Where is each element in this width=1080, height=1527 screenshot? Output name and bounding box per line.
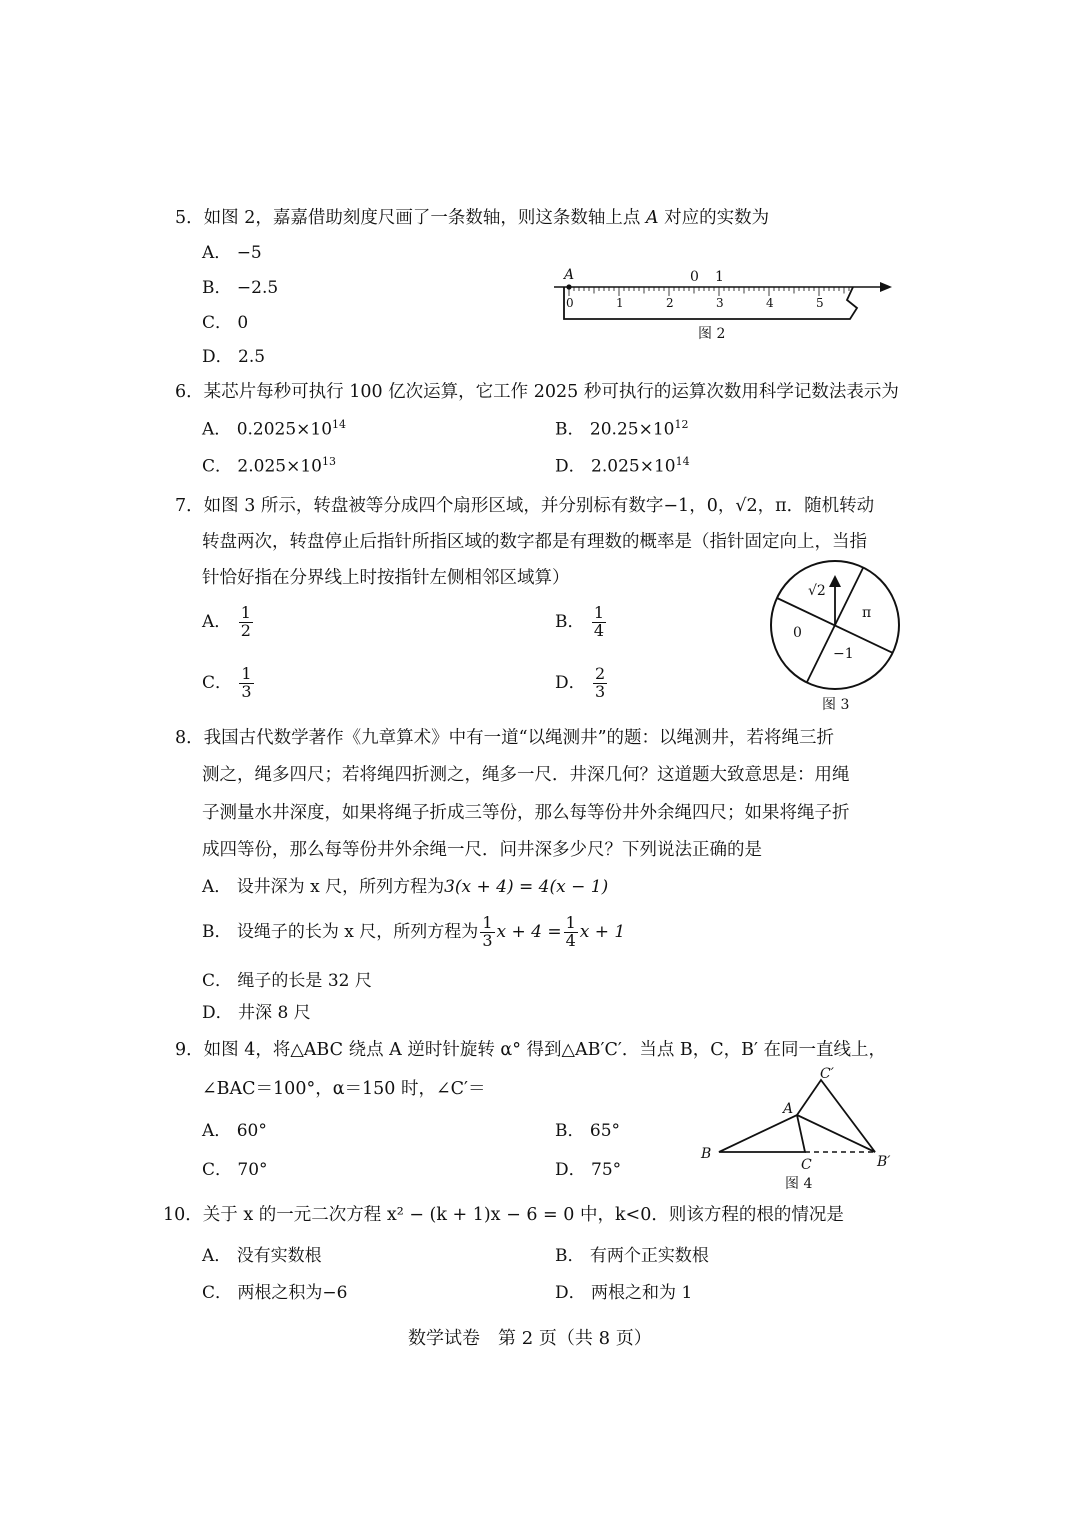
axis-label-1: 1: [715, 269, 724, 285]
ruler-point-label: A: [564, 267, 575, 283]
number-line-arrow: [880, 282, 892, 292]
q6-option-b: B． $20.25\times 10^{12}$: [555, 418, 689, 440]
ruler-label-5: 5: [816, 296, 824, 310]
q6-stem: 6．某芯片每秒可执行 100 亿次运算，它工作 2025 秒可执行的运算次数用科学记数法表示为: [175, 382, 899, 402]
q10-option-b: B． 有两个正实数根: [555, 1246, 709, 1266]
q5-option-a: A． −5: [202, 243, 262, 263]
q8-option-c: C． 绳子的长是 32 尺: [202, 971, 372, 991]
q10-option-a: A． 没有实数根: [202, 1246, 322, 1266]
q5-option-d: D． 2.5: [202, 347, 266, 367]
q5-stem-text: 5．如图 2，嘉嘉借助刻度尺画了一条数轴，则这条数轴上点: [175, 208, 641, 228]
label-c: C: [801, 1157, 812, 1173]
q8-line-2: 测之，绳多四尺；若将绳四折测之，绳多一尺．井深几何？这道题大致意思是：用绳: [202, 765, 850, 785]
label-a: A: [783, 1101, 794, 1117]
q5-option-c: C． 0: [202, 313, 249, 333]
q6-option-c: C． $2.025\times 10^{13}$: [202, 455, 336, 477]
q6-option-d: D． $2.025\times 10^{14}$: [555, 455, 690, 477]
ruler-body: [564, 287, 857, 319]
q10-stem: 10．关于 x 的一元二次方程 x² − (k + 1)x − 6 = 0 中，k<0．则该方程的根的情况是: [163, 1205, 844, 1225]
page-footer: 数学试卷 第 2 页（共 8 页）: [408, 1328, 652, 1349]
triangle-abc: [719, 1115, 805, 1152]
q6-option-a: A． $0.2025\times 10^{14}$: [202, 418, 347, 440]
q8-line-4: 成四等份，那么每等份井外余绳一尺．问井深多少尺？下列说法正确的是: [202, 840, 762, 860]
label-b-prime: B′: [877, 1154, 891, 1170]
q5-stem: [175, 208, 769, 229]
sector-label-sqrt2: √2: [808, 583, 826, 599]
q9-option-d: D． 75°: [555, 1160, 622, 1180]
figure-3-caption: 图 3: [822, 697, 850, 713]
sector-label-0: 0: [793, 625, 802, 641]
q8-line-3: 子测量水井深度，如果将绳子折成三等份，那么每等份井外余绳四尺；如果将绳子折: [202, 803, 850, 823]
sector-label-neg1: −1: [833, 646, 854, 662]
q7-line-2: 转盘两次，转盘停止后指针所指区域的数字都是有理数的概率是（指针固定向上，当指: [202, 532, 867, 552]
figure-2-caption: 图 2: [698, 326, 726, 342]
q5-option-b: B． −2.5: [202, 278, 279, 298]
q7-option-a: A． $\frac{1}{2}$: [202, 603, 251, 640]
q5-stem-end: 对应的实数为: [664, 208, 770, 228]
ruler-label-4: 4: [766, 296, 774, 310]
q9-line-2: ∠BAC＝100°，α＝150 时，∠C′＝: [202, 1079, 486, 1099]
q9-line-1: 9．如图 4，将△ABC 绕点 A 逆时针旋转 α° 得到△AB′C′．当点 B，C，B′ 在同一直线上，: [175, 1040, 887, 1060]
q7-option-d: D． $\frac{2}{3}$: [555, 664, 606, 701]
label-c-prime: C′: [820, 1066, 834, 1082]
q7-option-b: B． $\frac{1}{4}$: [555, 603, 605, 640]
q8-line-1: 8．我国古代数学著作《九章算术》中有一道“以绳测井”的题：以绳测井，若将绳三折: [175, 728, 835, 748]
axis-label-0: 0: [690, 269, 699, 285]
q8-option-b: B． 设绳子的长为 x 尺，所列方程为 $\frac{1}{3}$ x + 4 = $\frac{1}{4}$ x + 1: [202, 913, 626, 950]
q7-line-1: 7．如图 3 所示，转盘被等分成四个扇形区域，并分别标有数字−1，0，√2，π．随机转动: [175, 496, 875, 516]
spinner-pointer-head: [829, 575, 841, 587]
q10-option-d: D． 两根之和为 1: [555, 1283, 693, 1303]
ruler-label-2: 2: [666, 296, 674, 310]
q7-option-c: C． $\frac{1}{3}$: [202, 664, 252, 701]
figure-2-ruler: [550, 262, 900, 352]
q8-option-a: A． 设井深为 x 尺，所列方程为3(x + 4) = 4(x − 1): [202, 877, 609, 897]
q9-option-a: A． 60°: [202, 1121, 267, 1141]
ruler-ticks: [569, 287, 849, 296]
q9-option-c: C． 70°: [202, 1160, 268, 1180]
figure-3-spinner: [765, 575, 905, 715]
q7-line-3: 针恰好指在分界线上时按指针左侧相邻区域算）: [202, 568, 570, 588]
ruler-label-1: 1: [616, 296, 624, 310]
sector-label-pi: π: [862, 605, 872, 621]
q8-option-d: D． 井深 8 尺: [202, 1003, 311, 1023]
figure-4-triangles: [695, 1068, 905, 1198]
ruler-label-3: 3: [716, 296, 724, 310]
figure-4-caption: 图 4: [785, 1176, 813, 1192]
label-b: B: [701, 1146, 712, 1162]
q7-sqrt: √2: [735, 496, 758, 516]
ruler-label-0: 0: [566, 296, 574, 310]
q10-option-c: C． 两根之积为−6: [202, 1283, 348, 1303]
q5-stem-var: A: [645, 208, 659, 228]
triangle-ab-prime-c-prime: [797, 1080, 875, 1152]
q9-option-b: B． 65°: [555, 1121, 621, 1141]
